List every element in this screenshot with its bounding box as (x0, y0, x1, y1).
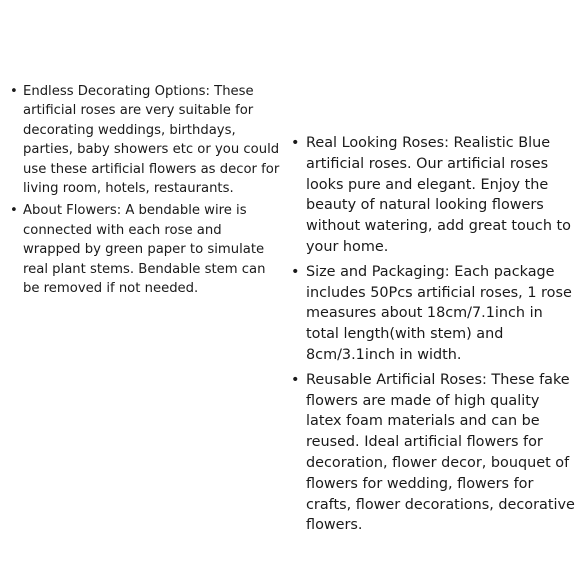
feature-item-about-flowers (10, 201, 282, 298)
bullet-icon: • (291, 135, 300, 151)
bullet-icon: • (291, 371, 300, 388)
bullet-icon: • (291, 263, 300, 280)
bullet-icon: • (10, 84, 18, 99)
feature-item-decorating-options (10, 82, 282, 198)
feature-text: Real Looking Roses: Realistic Blue artificial roses. Our artificial roses looks pure and elegant. Enjoy the beauty of natural looking flowers without watering, add great touch to your home. (306, 135, 571, 255)
feature-text: Endless Decorating Options: These artificial roses are very suitable for decorating weddings, birthdays, parties, baby showers etc or you could use these artificial flowers as decor for living room, hotels, restaurants. (23, 84, 280, 197)
feature-item-real-looking-roses (291, 133, 575, 258)
feature-item-size-packaging (291, 262, 575, 366)
feature-text: Reusable Artificial Roses: These fake flowers are made of high quality latex foam materials and can be reused. Ideal artificial flowers for decoration, flower decor, bouquet of flowers for wedding, flowers for crafts, flower decorations, decorative flowers. (306, 371, 575, 534)
right-feature-list (291, 133, 575, 540)
feature-text: About Flowers: A bendable wire is connected with each rose and wrapped by green paper to simulate real plant stems. Bendable stem can be removed if not needed. (23, 203, 266, 297)
feature-item-reusable-roses (291, 370, 575, 536)
feature-text: Size and Packaging: Each package includes 50Pcs artificial roses, 1 rose measures about 18cm/7.1inch in total length(with stem) and 8cm/3.1inch in width. (306, 263, 572, 363)
left-feature-list (10, 82, 282, 301)
bullet-icon: • (10, 203, 18, 219)
